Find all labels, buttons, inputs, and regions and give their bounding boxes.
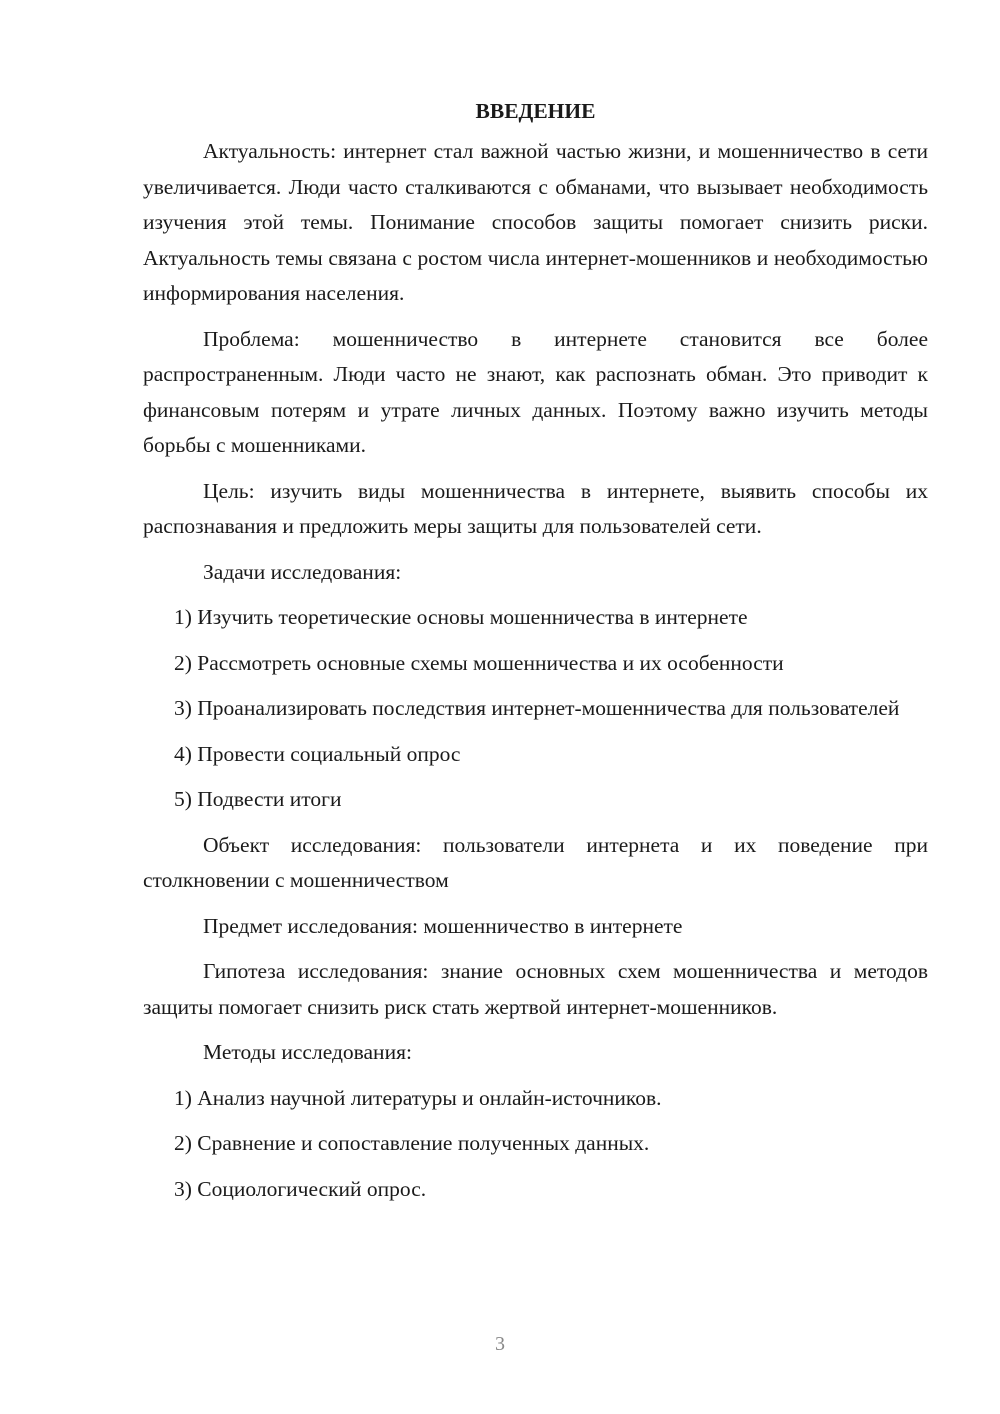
document-body [143, 96, 928, 1217]
page-title: ВВЕДЕНИЕ [475, 99, 596, 123]
problem-paragraph: Проблема: мошенничество в интернете становится все более распространенным. Люди часто не знают, как распознать обман. Это приводит к финансовым потерям и утрате личных данных. Поэтому важно изучить методы борьбы с мошенниками. [143, 326, 928, 457]
task-item: 4) Провести социальный опрос [174, 741, 461, 766]
method-item: 1) Анализ научной литературы и онлайн-источников. [174, 1085, 662, 1110]
relevance-paragraph: Актуальность: интернет стал важной частью жизни, и мошенничество в сети увеличивается. Люди часто сталкиваются с обманами, что вызывает необходимость изучения этой темы. Понимание способов защиты помогает снизить риски. Актуальность темы связана с ростом числа интернет-мошенников и необходимостью информирования населения. [143, 139, 928, 305]
method-item: 3) Социологический опрос. [174, 1176, 427, 1201]
hypothesis-paragraph: Гипотеза исследования: знание основных схем мошенничества и методов защиты помогает снизить риск стать жертвой интернет-мошенников. [143, 959, 928, 1019]
task-item: 5) Подвести итоги [174, 787, 342, 811]
task-item: 3) Проанализировать последствия интернет-мошенничества для пользователей [174, 696, 900, 720]
methods-heading: Методы исследования: [203, 1040, 412, 1064]
page-number: 3 [495, 1333, 505, 1355]
goal-paragraph: Цель: изучить виды мошенничества в интернете, выявить способы их распознавания и предложить меры защиты для пользователей сети. [143, 478, 928, 538]
subject-paragraph: Предмет исследования: мошенничество в интернете [203, 913, 683, 938]
task-item: 2) Рассмотреть основные схемы мошенничества и их особенности [174, 650, 784, 675]
task-item: 1) Изучить теоретические основы мошенничества в интернете [174, 605, 748, 629]
tasks-heading: Задачи исследования: [203, 559, 402, 584]
method-item: 2) Сравнение и сопоставление полученных данных. [174, 1131, 650, 1155]
object-paragraph: Объект исследования: пользователи интернета и их поведение при столкновении с мошенничеством [143, 832, 928, 892]
